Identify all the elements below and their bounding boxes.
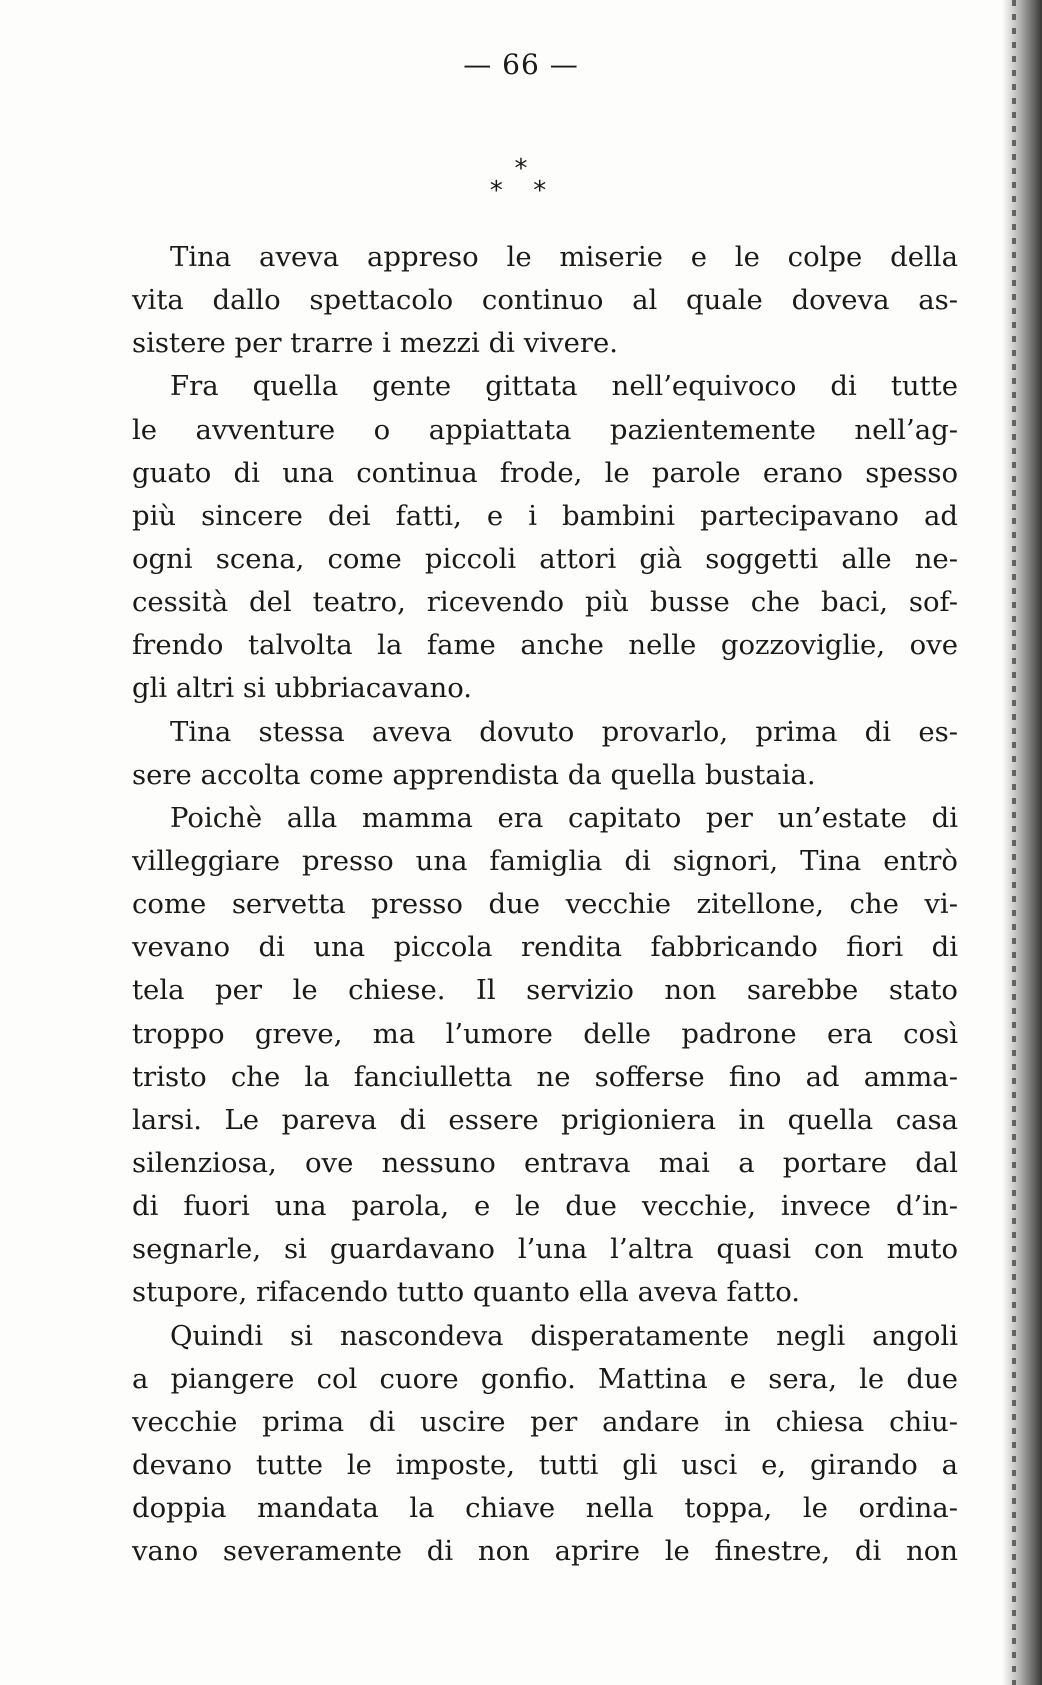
text-line: sere accolta come apprendista da quella bustaia. — [132, 758, 816, 791]
text-line: vita dallo spettacolo continuo al quale doveva as- — [132, 284, 958, 317]
text-line: Fra quella gente gittata nell’equivoco di tutte — [170, 370, 958, 403]
text-line: sistere per trarre i mezzi di vivere. — [132, 327, 619, 360]
text-line: a piangere col cuore gonfio. Mattina e sera, le due — [132, 1362, 958, 1395]
text-line: frendo talvolta la fame anche nelle gozzoviglie, ove — [132, 629, 958, 662]
body-text — [132, 236, 958, 1573]
text-line: come servetta presso due vecchie zitellone, che vi- — [132, 888, 958, 921]
section-separator — [0, 154, 1042, 208]
text-line: cessità del teatro, ricevendo più busse che baci, sof- — [132, 586, 958, 619]
text-line: Poichè alla mamma era capitato per un’estate di — [170, 801, 958, 834]
text-line: troppo greve, ma l’umore delle padrone era così — [132, 1017, 958, 1050]
separator-asterisks-bottom: * * — [488, 176, 554, 206]
text-line: tristo che la fanciulletta ne sofferse fino ad amma- — [132, 1060, 958, 1093]
text-line: tela per le chiese. Il servizio non sarebbe stato — [132, 974, 958, 1007]
text-line: vevano di una piccola rendita fabbricando fiori di — [132, 931, 958, 964]
text-line: guato di una continua frode, le parole erano spesso — [132, 456, 958, 489]
text-line: segnarle, si guardavano l’una l’altra quasi con muto — [132, 1233, 958, 1266]
separator-asterisk-top: * — [513, 154, 529, 184]
text-line: di fuori una parola, e le due vecchie, invece d’in- — [132, 1190, 958, 1223]
page-binding-edge — [1002, 0, 1042, 1685]
text-line: doppia mandata la chiave nella toppa, le ordina- — [132, 1492, 958, 1525]
text-line: più sincere dei fatti, e i bambini partecipavano ad — [132, 499, 958, 532]
text-line: stupore, rifacendo tutto quanto ella aveva fatto. — [132, 1276, 801, 1309]
page-number: — 66 — — [463, 48, 579, 81]
text-line: le avventure o appiattata pazientemente nell’ag- — [132, 413, 958, 446]
text-line: vano severamente di non aprire le finestre, di non — [132, 1535, 958, 1568]
text-line: Quindi si nascondeva disperatamente negli angoli — [170, 1319, 958, 1352]
text-line: silenziosa, ove nessuno entrava mai a portare dal — [132, 1146, 958, 1179]
text-line: larsi. Le pareva di essere prigioniera in quella casa — [132, 1103, 958, 1136]
text-line: gli altri si ubbriacavano. — [132, 672, 473, 705]
text-line: Tina aveva appreso le miserie e le colpe della — [170, 241, 958, 273]
text-line: vecchie prima di uscire per andare in chiesa chiu- — [132, 1405, 958, 1438]
text-line: villeggiare presso una famiglia di signori, Tina entrò — [132, 844, 958, 877]
text-line: Tina stessa aveva dovuto provarlo, prima di es- — [170, 715, 958, 748]
text-line: devano tutte le imposte, tutti gli usci e, girando a — [132, 1448, 958, 1481]
text-line: ogni scena, come piccoli attori già soggetti alle ne- — [132, 542, 958, 575]
